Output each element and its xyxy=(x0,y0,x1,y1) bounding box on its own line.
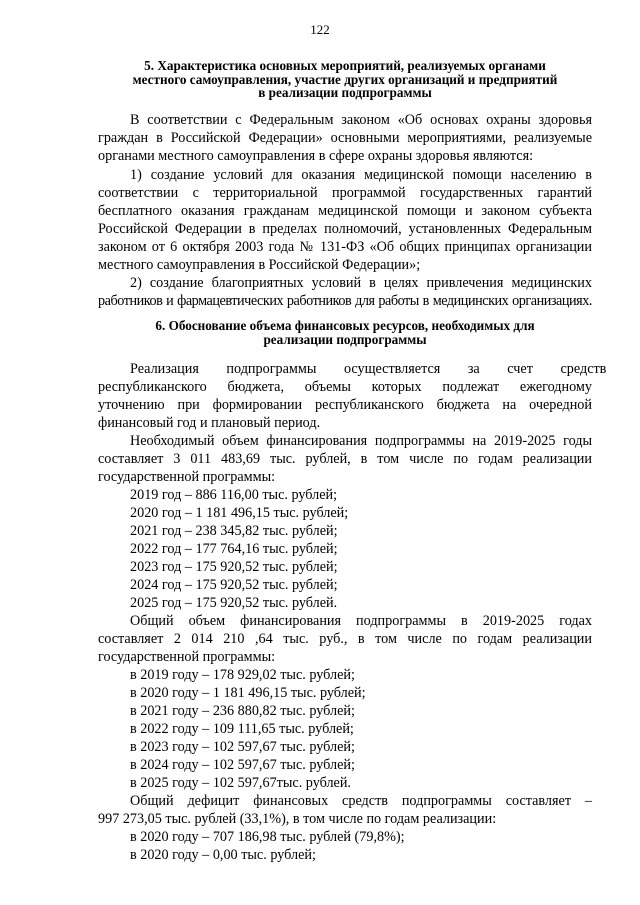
text-line: законом от 6 октября 2003 года № 131-ФЗ «Об общих принципах организации xyxy=(98,239,592,255)
text-line: 997 273,05 тыс. рублей (33,1%), в том числе по годам реализации: xyxy=(98,811,497,827)
text-line: уточнению при формировании республиканского бюджета на очередной xyxy=(98,397,592,413)
text-line: государственной программы: xyxy=(98,469,276,485)
page-number: 122 xyxy=(310,22,330,37)
text-line: финансовый год и плановый период. xyxy=(98,415,321,431)
list-item: в 2022 году – 109 111,65 тыс. рублей; xyxy=(130,721,354,737)
heading-line: местного самоуправления, участие других организаций и предприятий xyxy=(132,71,558,87)
text-line: работников и фармацевтических работников для работы в медицинских организациях. xyxy=(98,293,592,309)
text-line: соответствии с территориальной программой государственных гарантий xyxy=(98,185,592,201)
list-item: в 2024 году – 102 597,67 тыс. рублей; xyxy=(130,757,355,773)
text-line: бесплатного оказания гражданам медицинской помощи и законом субъекта xyxy=(98,203,592,219)
text-line: составляет 2 014 210 ,64 тыс. руб., в том числе по годам реализации xyxy=(98,631,592,647)
section-6-heading xyxy=(98,319,592,346)
text-line: органами местного самоуправления в сфере охраны здоровья являются: xyxy=(98,148,534,164)
list-item: 2024 год – 175 920,52 тыс. рублей; xyxy=(130,577,338,593)
text-line: составляет 3 011 483,69 тыс. рублей, в том числе по годам реализации xyxy=(98,451,592,467)
list-item: 2022 год – 177 764,16 тыс. рублей; xyxy=(130,541,338,557)
text-line: государственной программы: xyxy=(98,649,276,665)
list-item: 2019 год – 886 116,00 тыс. рублей; xyxy=(130,487,338,503)
text-line: республиканского бюджета, объемы которых подлежат ежегодному xyxy=(98,379,592,395)
text-line: Общий объем финансирования подпрограммы в 2019-2025 годах xyxy=(130,613,592,629)
list-item: в 2020 году – 1 181 496,15 тыс. рублей; xyxy=(130,685,366,701)
list-item: 2021 год – 238 345,82 тыс. рублей; xyxy=(130,523,338,539)
text-line: 1) создание условий для оказания медицинской помощи населению в xyxy=(130,167,592,183)
text-line: местного самоуправления в Российской Федерации»; xyxy=(98,257,421,273)
text-line: Реализация подпрограммы осуществляется за счет средств xyxy=(130,361,607,377)
heading-line: реализации подпрограммы xyxy=(263,331,427,347)
text-line: В соответствии с Федеральным законом «Об основах охраны здоровья xyxy=(130,112,592,128)
text-line: Необходимый объем финансирования подпрограммы на 2019-2025 годы xyxy=(130,433,592,449)
list-item: в 2023 году – 102 597,67 тыс. рублей; xyxy=(130,739,355,755)
text-line: граждан в Российской Федерации» основными мероприятиями, реализуемые xyxy=(98,130,592,146)
text-line: Общий дефицит финансовых средств подпрограммы составляет – xyxy=(130,793,592,809)
text-line: Российской Федерации в пределах полномочий, установленных Федеральным xyxy=(98,221,592,237)
list-item: 2025 год – 175 920,52 тыс. рублей. xyxy=(130,595,338,611)
list-item: в 2019 году – 178 929,02 тыс. рублей; xyxy=(130,667,355,683)
heading-line: в реализации подпрограммы xyxy=(258,85,432,100)
heading-line: 5. Характеристика основных мероприятий, реализуемых органами xyxy=(144,58,546,73)
list-item: 2020 год – 1 181 496,15 тыс. рублей; xyxy=(130,505,349,521)
list-item: в 2021 году – 236 880,82 тыс. рублей; xyxy=(130,703,355,719)
section-5-heading xyxy=(98,59,592,100)
text-line: 2) создание благоприятных условий в целях привлечения медицинских xyxy=(130,275,592,291)
list-item: в 2020 году – 0,00 тыс. рублей; xyxy=(130,847,316,863)
list-item: в 2025 году – 102 597,67тыс. рублей. xyxy=(130,775,351,791)
heading-line: 6. Обоснование объема финансовых ресурсов, необходимых для xyxy=(155,318,535,333)
list-item: 2023 год – 175 920,52 тыс. рублей; xyxy=(130,559,338,575)
list-item: в 2020 году – 707 186,98 тыс. рублей (79,8%); xyxy=(130,829,405,845)
